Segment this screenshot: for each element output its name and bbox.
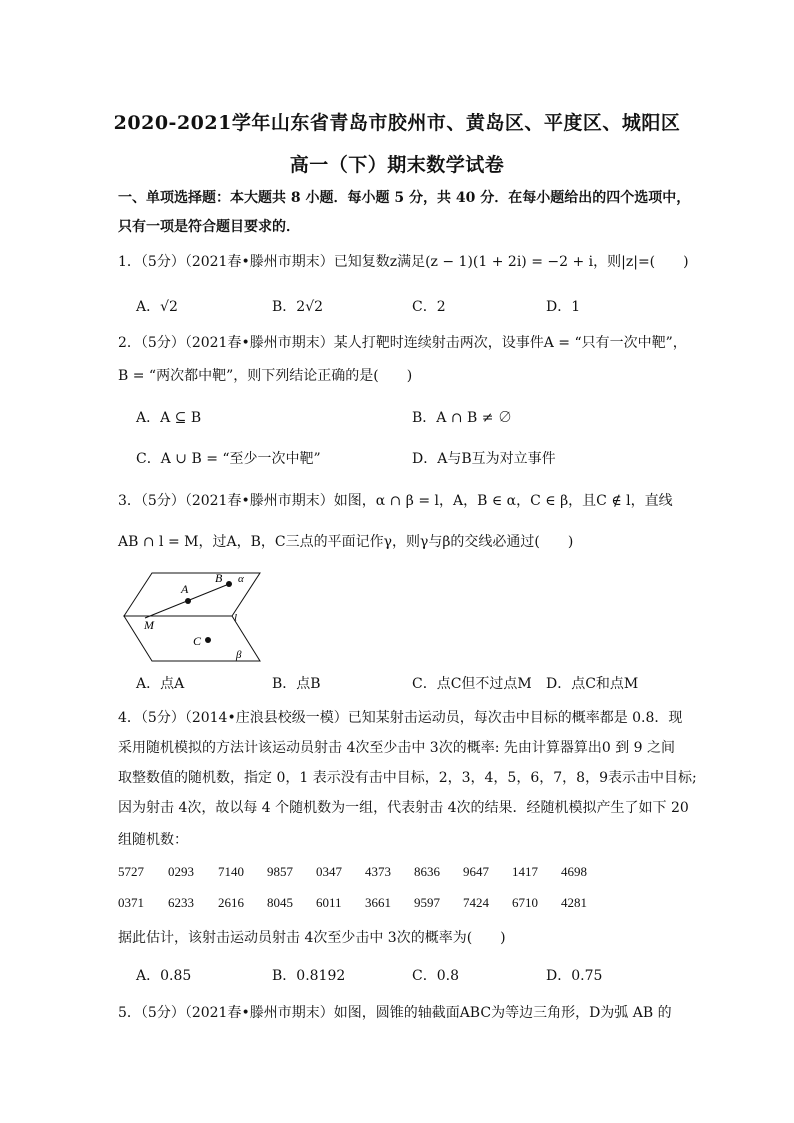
random-number: 1417	[512, 864, 538, 879]
question-3-cont: AB ∩ l = M，过A，B，C三点的平面记作γ，则γ与β的交线必通过( )	[118, 534, 574, 550]
label-beta: β	[236, 649, 242, 661]
question-4: 4．（5分）（2014•庄浪县校级一模）已知某射击运动员，每次击中目标的概率都是 0.8．现	[118, 710, 683, 726]
random-number: 6710	[512, 895, 538, 910]
exam-title-line2: 高一（下）期末数学试卷	[289, 154, 505, 176]
point-b	[226, 581, 232, 587]
random-number: 3661	[365, 895, 391, 910]
point-c	[205, 637, 211, 643]
q1-option-a: A．√2	[136, 299, 178, 315]
q2-option-d: D．A与B互为对立事件	[412, 451, 556, 467]
q1-option-c: C．2	[412, 299, 446, 315]
q2-option-a: A．A ⊆ B	[136, 410, 202, 426]
random-number: 6233	[168, 895, 194, 910]
random-number: 8636	[414, 864, 440, 879]
point-a	[185, 598, 191, 604]
random-number: 5727	[118, 864, 144, 879]
question-5: 5．（5分）（2021春•滕州市期末）如图，圆锥的轴截面ABC为等边三角形，D为弧 AB 的	[118, 1005, 672, 1021]
q3-option-a: A．点A	[136, 676, 185, 692]
random-number: 9857	[267, 864, 293, 879]
random-number: 6011	[316, 895, 342, 910]
section1-heading: 一、单项选择题：本大题共 8 小题．每小题 5 分，共 40 分．在每小题给出的四个选项中，	[118, 190, 691, 206]
q1-option-d: D．1	[546, 299, 581, 315]
q1-option-b: B．2√2	[272, 299, 324, 315]
question-2-cont: B = “两次都中靶”，则下列结论正确的是( )	[118, 368, 413, 384]
q2-option-b: B．A ∩ B ≠ ∅	[412, 410, 512, 426]
question-4-line2: 采用随机模拟的方法计该运动员射击 4次至少击中 3次的概率: 先由计算器算出0 到 9 之间	[118, 740, 676, 756]
random-number: 4281	[561, 895, 587, 910]
random-number: 0293	[168, 864, 194, 879]
label-m: M	[144, 618, 154, 632]
random-number: 2616	[218, 895, 244, 910]
label-l: l	[234, 612, 238, 624]
random-number: 9597	[414, 895, 440, 910]
section1-heading-cont: 只有一项是符合题目要求的．	[118, 219, 300, 235]
random-number: 4698	[561, 864, 587, 879]
label-c: C	[193, 634, 202, 648]
random-number: 7140	[218, 864, 244, 879]
question-1: 1．（5分）（2021春•滕州市期末）已知复数z满足(z − 1)(1 + 2i) = −2 + i，则|z|=( )	[118, 254, 689, 270]
question-4-line3: 取整数值的随机数，指定 0，1 表示没有击中目标，2，3，4，5，6，7，8，9表示击中目标;	[118, 770, 697, 786]
random-number: 0347	[316, 864, 342, 879]
planes-figure	[118, 568, 268, 668]
q2-option-c: C．A ∪ B = “至少一次中靶”	[136, 451, 321, 467]
random-number: 0371	[118, 895, 144, 910]
label-a: A	[181, 582, 189, 596]
q3-option-b: B．点B	[272, 676, 321, 692]
q3-option-d: D．点C和点M	[546, 676, 639, 692]
question-3: 3．（5分）（2021春•滕州市期末）如图，α ∩ β = l，A，B ∈ α，C ∈ β，且C ∉ l，直线	[118, 493, 673, 509]
q4-option-a: A．0.85	[136, 968, 192, 984]
label-b: B	[215, 571, 223, 585]
random-number: 8045	[267, 895, 293, 910]
question-4-line6: 据此估计，该射击运动员射击 4次至少击中 3次的概率为( )	[118, 930, 506, 946]
question-4-line5: 组随机数：	[118, 832, 188, 848]
q4-option-b: B．0.8192	[272, 968, 346, 984]
q4-option-c: C．0.8	[412, 968, 459, 984]
q4-option-d: D．0.75	[546, 968, 603, 984]
random-number: 9647	[463, 864, 489, 879]
question-4-line4: 因为射击 4次，故以每 4 个随机数为一组，代表射击 4次的结果．经随机模拟产生了如下 20	[118, 800, 689, 816]
label-alpha: α	[238, 573, 244, 585]
random-number: 4373	[365, 864, 391, 879]
q3-option-c: C．点C但不过点M	[412, 676, 532, 692]
exam-title-line1: 2020-2021学年山东省青岛市胶州市、黄岛区、平度区、城阳区	[113, 112, 681, 134]
question-2: 2．（5分）（2021春•滕州市期末）某人打靶时连续射击两次，设事件A = “只有一次中靶”，	[118, 335, 687, 351]
random-number: 7424	[463, 895, 489, 910]
